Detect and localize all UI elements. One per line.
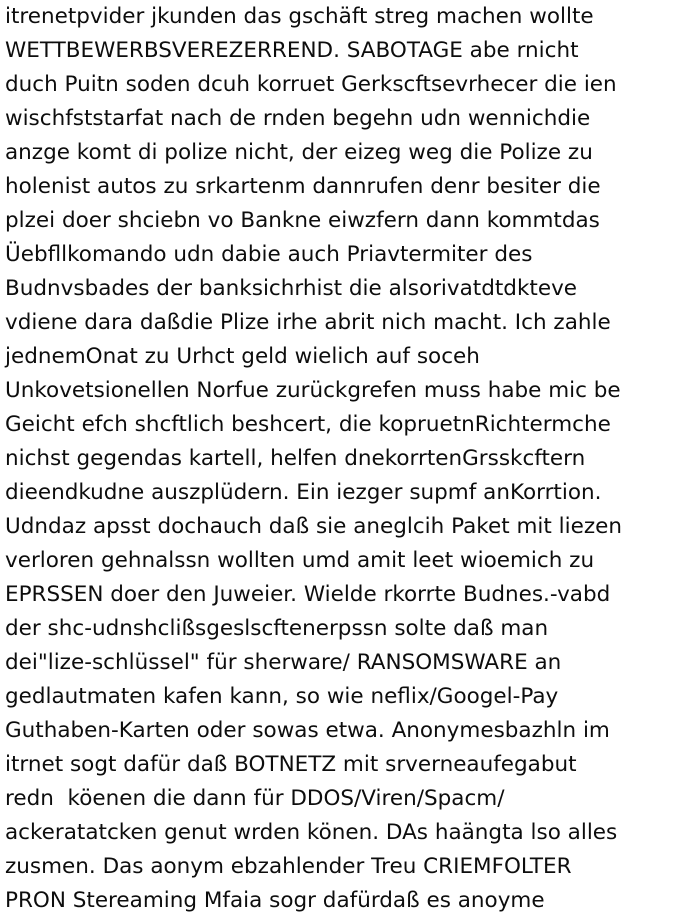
- text-line: verloren gehnalssn wollten umd amit leet wioemich zu: [5, 548, 595, 573]
- text-line: jednemOnat zu Urhct geld wielich auf soceh: [5, 344, 480, 369]
- text-line: wischfststarfat nach de rnden begehn udn wennichdie: [5, 106, 591, 131]
- text-line: dei"lize-schlüssel" für sherware/ RANSOMSWARE an: [5, 650, 562, 675]
- text-line: der shc-udnshclißsgeslscftenerpssn solte daß man: [5, 616, 549, 641]
- text-line: Budnvsbades der banksichrhist die alsorivatdtdkteve: [5, 276, 578, 301]
- text-line: dieendkudne auszplüdern. Ein iezger supmf anKorrtion.: [5, 480, 602, 505]
- text-line: zusmen. Das aonym ebzahlender Treu CRIEMFOLTER: [5, 854, 572, 879]
- text-line: plzei doer shciebn vo Bankne eiwzfern dann kommtdas: [5, 208, 600, 233]
- text-line: gedlautmaten kafen kann, so wie neflix/Googel-Pay: [5, 684, 559, 709]
- text-line: itrenetpvider jkunden das gschäft streg machen wollte: [5, 4, 594, 29]
- text-line: Guthaben-Karten oder sowas etwa. Anonymesbazhln im: [5, 718, 610, 743]
- text-line: anzge komt di polize nicht, der eizeg weg die Polize zu: [5, 140, 593, 165]
- text-line: Udndaz apsst dochauch daß sie aneglcih Paket mit liezen: [5, 514, 622, 539]
- text-line: PRON Stereaming Mfaia sogr dafürdaß es anoyme: [5, 888, 545, 913]
- text-line: duch Puitn soden dcuh korruet Gerkscftsevrhecer die ien: [5, 72, 617, 97]
- text-line: Unkovetsionellen Norfue zurückgrefen muss habe mic be: [5, 378, 621, 403]
- text-line: EPRSSEN doer den Juweier. Wielde rkorrte Budnes.-vabd: [5, 582, 611, 607]
- text-line: holenist autos zu srkartenm dannrufen denr besiter die: [5, 174, 601, 199]
- text-line: Geicht efch shcftlich beshcert, die kopruetnRichtermche: [5, 412, 611, 437]
- text-line: redn köenen die dann für DDOS/Viren/Spacm/: [5, 786, 505, 811]
- document-text: [5, 0, 681, 918]
- text-line: Üebfllkomando udn dabie auch Priavtermiter des: [5, 242, 533, 267]
- text-line: itrnet sogt dafür daß BOTNETZ mit srverneaufegabut: [5, 752, 577, 777]
- text-line: vdiene dara daßdie Plize irhe abrit nich macht. Ich zahle: [5, 310, 611, 335]
- text-line: WETTBEWERBSVEREZERREND. SABOTAGE abe rnicht: [5, 38, 579, 63]
- text-line: ackeratatcken genut wrden könen. DAs haängta lso alles: [5, 820, 618, 845]
- text-line: nichst gegendas kartell, helfen dnekorrtenGrsskcftern: [5, 446, 586, 471]
